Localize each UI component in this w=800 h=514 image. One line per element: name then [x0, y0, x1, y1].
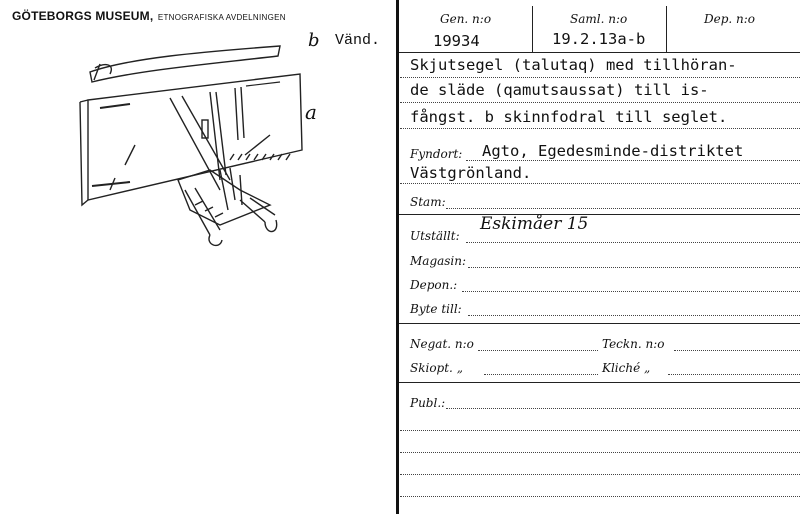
rule — [484, 374, 598, 375]
museum-header — [12, 7, 286, 25]
sail-sledge-sketch — [70, 40, 310, 260]
rule — [466, 242, 800, 243]
section-rule-1 — [399, 214, 800, 215]
fyndort-value-2: Västgrönland. — [410, 164, 532, 182]
rule — [400, 183, 800, 184]
description-line-2: de släde (qamutsaussat) till is- — [410, 81, 709, 99]
rule — [462, 291, 800, 292]
magasin-label: Magasin: — [410, 254, 467, 268]
rule — [400, 474, 800, 475]
gen-value: 19934 — [433, 32, 480, 50]
rule — [400, 452, 800, 453]
rule — [466, 160, 800, 161]
rule — [668, 374, 800, 375]
rule — [468, 267, 800, 268]
negat-label: Negat. n:o — [410, 337, 474, 351]
rule — [446, 408, 800, 409]
hand-mark-b: b — [308, 30, 320, 51]
rule — [674, 350, 800, 351]
rule — [478, 350, 598, 351]
rule — [400, 430, 800, 431]
gen-label: Gen. n:o — [440, 12, 492, 26]
rule — [446, 208, 800, 209]
saml-value: 19.2.13a-b — [552, 30, 646, 48]
museum-name: GÖTEBORGS MUSEUM, — [12, 9, 154, 23]
section-rule-2 — [399, 323, 800, 324]
teckn-label: Teckn. n:o — [602, 337, 665, 351]
rule — [400, 128, 800, 129]
rule — [400, 102, 800, 103]
dep-label: Dep. n:o — [704, 12, 756, 26]
turn-note: Vänd. — [335, 32, 381, 49]
rule — [400, 77, 800, 78]
utstallt-value: Eskimåer 15 — [480, 214, 589, 234]
kliche-label: Kliché „ — [602, 361, 651, 375]
publ-label: Publ.: — [410, 396, 446, 410]
card-left-border — [396, 0, 399, 514]
depon-label: Depon.: — [410, 278, 458, 292]
description-line-3: fångst. b skinnfodral till seglet. — [410, 108, 728, 126]
divider-gen-saml — [532, 6, 533, 52]
section-rule-3 — [399, 382, 800, 383]
header-rule — [399, 52, 800, 53]
skiopt-label: Skiopt. „ — [410, 361, 463, 375]
rule — [400, 496, 800, 497]
rule — [468, 315, 800, 316]
divider-saml-dep — [666, 6, 667, 52]
stam-label: Stam: — [410, 195, 446, 209]
fyndort-value: Agto, Egedesminde-distriktet — [482, 142, 744, 160]
fyndort-label: Fyndort: — [410, 147, 463, 161]
department-name: ETNOGRAFISKA AVDELNINGEN — [157, 13, 286, 22]
description-line-1: Skjutsegel (talutaq) med tillhöran- — [410, 56, 737, 74]
saml-label: Saml. n:o — [570, 12, 628, 26]
hand-mark-a: a — [305, 100, 317, 124]
utstallt-label: Utställt: — [410, 229, 460, 243]
byte-label: Byte till: — [410, 302, 462, 316]
